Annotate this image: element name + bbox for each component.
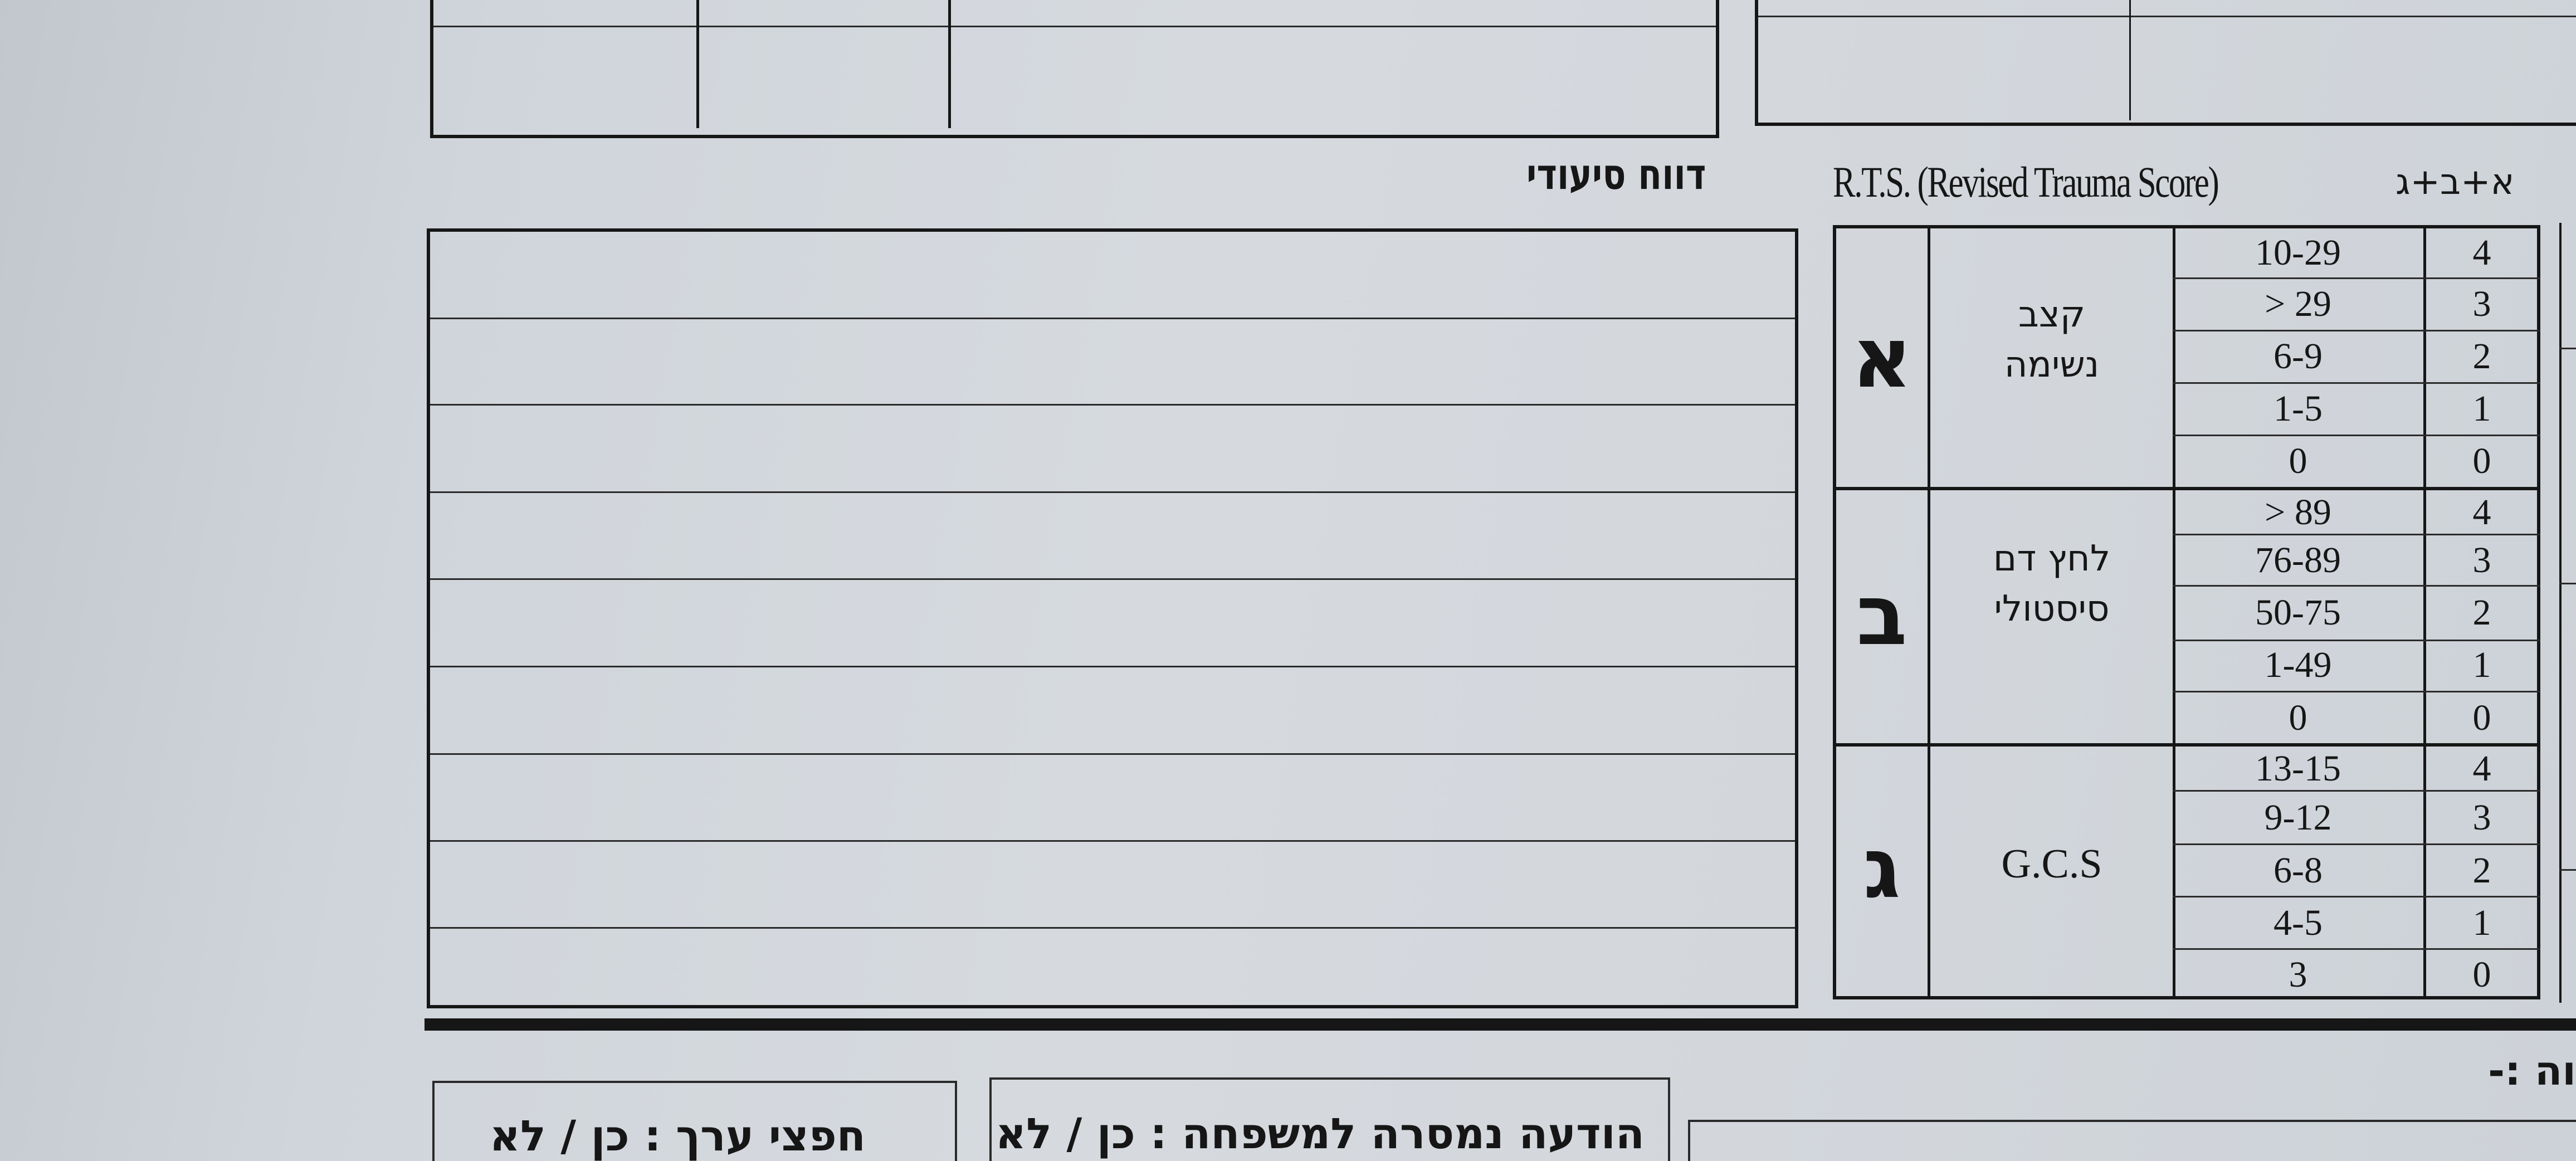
section-divider (425, 1018, 2576, 1031)
rts-score: 4 (2472, 232, 2491, 273)
report-line (430, 318, 1795, 319)
rts-score: 3 (2472, 540, 2491, 580)
rts-score: 1 (2472, 645, 2491, 685)
right-edge-table-line (2559, 869, 2576, 871)
rts-range: 6-8 (2273, 850, 2323, 891)
rts-score: 1 (2472, 388, 2491, 429)
rts-row-line (2173, 277, 2540, 279)
rts-score: 4 (2472, 492, 2491, 533)
rts-row-line (2173, 640, 2540, 641)
rts-row-line (2173, 585, 2540, 587)
top-left-table-rowline (433, 26, 1716, 27)
rts-range: 0 (2289, 697, 2307, 738)
top-left-table (430, 0, 1719, 138)
rts-score: 2 (2472, 336, 2491, 377)
top-left-table-divider (696, 0, 699, 128)
rts-range: 13-15 (2255, 748, 2341, 789)
rts-range: > 89 (2265, 492, 2331, 533)
rts-col-letter-param (1928, 225, 1930, 999)
rts-row-line (2173, 382, 2540, 384)
rts-range: 3 (2289, 954, 2307, 995)
report-line (430, 578, 1795, 580)
rts-parameter-line: סיסטולי (1994, 588, 2110, 630)
right-edge-table-line (2559, 348, 2576, 349)
rts-parameter (1931, 839, 2173, 889)
rts-title: R.T.S. (Revised Trauma Score) (1833, 158, 2218, 206)
right-edge-table-line (2559, 583, 2576, 584)
rts-parameter (1931, 290, 2173, 390)
rts-range: 76-89 (2255, 540, 2341, 580)
rts-range: 9-12 (2264, 797, 2332, 838)
bottom-right-partial-label: וה :- (2488, 1047, 2576, 1094)
nursing-report-title: דווח סיעודי (1526, 149, 1706, 199)
nursing-report-box[interactable] (427, 228, 1798, 1008)
rts-range: > 29 (2265, 284, 2331, 324)
report-line (430, 404, 1795, 406)
rts-score: 4 (2472, 748, 2491, 789)
rts-range: 4-5 (2273, 903, 2323, 943)
rts-group-letter: ב (1856, 567, 1907, 664)
rts-score: 0 (2472, 954, 2491, 995)
top-right-table (1755, 0, 2576, 126)
right-edge-table-border (2559, 223, 2562, 1003)
top-right-table-divider (2129, 0, 2131, 120)
rts-score: 2 (2472, 850, 2491, 891)
rts-parameter-line: קצב (2018, 294, 2086, 335)
report-line (430, 840, 1795, 842)
rts-row-line (2173, 843, 2540, 845)
rts-score: 1 (2472, 903, 2491, 943)
rts-row-line (2173, 330, 2540, 331)
rts-score: 3 (2472, 797, 2491, 838)
rts-row-line (2173, 896, 2540, 897)
rts-score: 0 (2472, 697, 2491, 738)
family-notified-label: הודעה נמסרה למשפחה : כן / לא (995, 1109, 1645, 1158)
report-line (430, 927, 1795, 929)
top-left-table-divider (948, 0, 951, 128)
rts-range: 1-5 (2273, 388, 2323, 429)
rts-range: 1-49 (2264, 645, 2332, 685)
top-right-table-rowline (1758, 16, 2576, 17)
report-line (430, 491, 1795, 493)
rts-row-line (2173, 948, 2540, 950)
rts-row-line (2173, 435, 2540, 436)
rts-sum-label: א+ב+ג (2396, 162, 2515, 203)
rts-range: 10-29 (2255, 232, 2341, 273)
rts-range: 6-9 (2273, 336, 2323, 377)
report-line (430, 666, 1795, 667)
rts-score: 3 (2472, 284, 2491, 324)
rts-score: 0 (2472, 441, 2491, 481)
rts-parameter (1931, 534, 2173, 634)
rts-score: 2 (2472, 592, 2491, 633)
report-line (430, 753, 1795, 755)
rts-parameter-line: לחץ דם (1993, 538, 2111, 579)
rts-group-letter: ג (1863, 820, 1901, 917)
valuables-label: חפצי ערך : כן / לא (489, 1111, 866, 1160)
rts-range: 0 (2289, 441, 2307, 481)
bottom-right-field[interactable] (1688, 1120, 2576, 1161)
rts-parameter-line: נשימה (2004, 344, 2100, 386)
rts-group-letter: א (1851, 310, 1913, 407)
rts-parameter-line: G.C.S (2001, 841, 2102, 887)
rts-range: 50-75 (2255, 592, 2341, 633)
rts-row-line (2173, 691, 2540, 692)
